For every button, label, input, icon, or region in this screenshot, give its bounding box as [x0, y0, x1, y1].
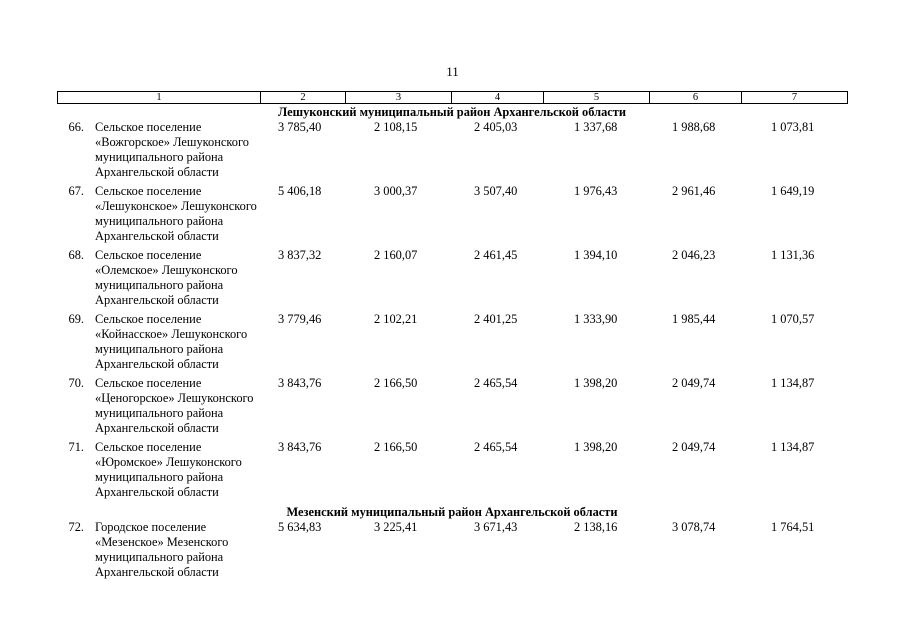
column-header: 6: [650, 92, 742, 104]
column-header: 1: [58, 92, 261, 104]
value-cell-col-6: 2 049,74: [672, 376, 716, 390]
settlement-name: [95, 440, 265, 500]
table-row: [0, 376, 905, 440]
value-cell-col-6: 2 049,74: [672, 440, 716, 454]
value-cell-col-7: 1 131,36: [771, 248, 815, 262]
settlement-name-line: муниципального района: [95, 150, 224, 164]
value-cell-col-2: 5 634,83: [278, 520, 322, 534]
settlement-name-line: «Вожгорское» Лешуконского: [95, 135, 249, 149]
value-cell-col-5: 1 337,68: [574, 120, 618, 134]
settlement-name-line: Сельское поселение: [95, 376, 202, 390]
table-row: [0, 312, 905, 376]
value-cell-col-4: 2 465,54: [474, 440, 518, 454]
value-cell-col-3: 2 166,50: [374, 376, 418, 390]
value-cell-col-3: 2 102,21: [374, 312, 418, 326]
value-cell-col-6: 1 988,68: [672, 120, 716, 134]
value-cell-col-2: 3 843,76: [278, 376, 322, 390]
row-number: 67.: [68, 184, 84, 198]
value-cell-col-7: 1 764,51: [771, 520, 815, 534]
settlement-name: [95, 312, 265, 372]
value-cell-col-6: 2 961,46: [672, 184, 716, 198]
table-body: [0, 104, 905, 584]
value-cell-col-6: 1 985,44: [672, 312, 716, 326]
column-header: 4: [452, 92, 544, 104]
row-number: 70.: [68, 376, 84, 390]
settlement-name-line: «Олемское» Лешуконского: [95, 263, 238, 277]
table-row: [0, 520, 905, 584]
column-header-table: [57, 91, 848, 104]
settlement-name-line: Сельское поселение: [95, 312, 202, 326]
value-cell-col-4: 2 401,25: [474, 312, 518, 326]
row-number: 71.: [68, 440, 84, 454]
row-number: 69.: [68, 312, 84, 326]
value-cell-col-5: 1 976,43: [574, 184, 618, 198]
value-cell-col-7: 1 134,87: [771, 376, 815, 390]
value-cell-col-2: 3 779,46: [278, 312, 322, 326]
settlement-name-line: муниципального района: [95, 550, 224, 564]
value-cell-col-5: 1 398,20: [574, 376, 618, 390]
row-number: 68.: [68, 248, 84, 262]
value-cell-col-2: 3 785,40: [278, 120, 322, 134]
value-cell-col-4: 2 405,03: [474, 120, 518, 134]
value-cell-col-4: 2 461,45: [474, 248, 518, 262]
settlement-name: [95, 376, 265, 436]
section-title: Лешуконский муниципальный район Архангельской области: [277, 105, 626, 119]
value-cell-col-3: 2 166,50: [374, 440, 418, 454]
value-cell-col-7: 1 073,81: [771, 120, 815, 134]
settlement-name-line: Городское поселение: [95, 520, 207, 534]
value-cell-col-7: 1 134,87: [771, 440, 815, 454]
section-title: Мезенский муниципальный район Архангельской области: [286, 505, 618, 519]
settlement-name-line: Архангельской области: [95, 165, 219, 179]
value-cell-col-7: 1 070,57: [771, 312, 815, 326]
column-header: 5: [544, 92, 650, 104]
column-header-row: [58, 92, 848, 104]
value-cell-col-3: 3 225,41: [374, 520, 418, 534]
value-cell-col-2: 3 837,32: [278, 248, 322, 262]
settlement-name-line: Сельское поселение: [95, 120, 202, 134]
page-number: 11: [446, 64, 459, 79]
settlement-name: [95, 120, 265, 180]
value-cell-col-6: 3 078,74: [672, 520, 716, 534]
table-row: [0, 440, 905, 504]
settlement-name-line: Архангельской области: [95, 421, 219, 435]
value-cell-col-3: 3 000,37: [374, 184, 418, 198]
settlement-name-line: муниципального района: [95, 214, 224, 228]
value-cell-col-4: 3 507,40: [474, 184, 518, 198]
settlement-name-line: Сельское поселение: [95, 184, 202, 198]
settlement-name-line: Архангельской области: [95, 565, 219, 579]
settlement-name-line: муниципального района: [95, 470, 224, 484]
settlement-name-line: муниципального района: [95, 342, 224, 356]
value-cell-col-4: 3 671,43: [474, 520, 518, 534]
value-cell-col-2: 3 843,76: [278, 440, 322, 454]
settlement-name-line: Архангельской области: [95, 293, 219, 307]
value-cell-col-3: 2 108,15: [374, 120, 418, 134]
table-row: [0, 184, 905, 248]
settlement-name: [95, 248, 265, 308]
settlement-name-line: «Ценогорское» Лешуконского: [95, 391, 254, 405]
table-row: [0, 248, 905, 312]
value-cell-col-6: 2 046,23: [672, 248, 716, 262]
value-cell-col-3: 2 160,07: [374, 248, 418, 262]
settlement-name-line: Архангельской области: [95, 485, 219, 499]
settlement-name-line: Сельское поселение: [95, 440, 202, 454]
value-cell-col-2: 5 406,18: [278, 184, 322, 198]
settlement-name: [95, 520, 265, 580]
column-header: 7: [742, 92, 848, 104]
settlement-name-line: «Мезенское» Мезенского: [95, 535, 229, 549]
settlement-name-line: муниципального района: [95, 406, 224, 420]
settlement-name-line: Сельское поселение: [95, 248, 202, 262]
value-cell-col-5: 2 138,16: [574, 520, 618, 534]
settlement-name-line: Архангельской области: [95, 357, 219, 371]
value-cell-col-7: 1 649,19: [771, 184, 815, 198]
row-number: 72.: [68, 520, 84, 534]
settlement-name: [95, 184, 265, 244]
value-cell-col-5: 1 394,10: [574, 248, 618, 262]
table-row: [0, 120, 905, 184]
settlement-name-line: «Койнасское» Лешуконского: [95, 327, 248, 341]
settlement-name-line: Архангельской области: [95, 229, 219, 243]
column-header: 2: [261, 92, 346, 104]
column-header: 3: [346, 92, 452, 104]
settlement-name-line: «Лешуконское» Лешуконского: [95, 199, 257, 213]
row-number: 66.: [68, 120, 84, 134]
value-cell-col-4: 2 465,54: [474, 376, 518, 390]
settlement-name-line: «Юромское» Лешуконского: [95, 455, 242, 469]
settlement-name-line: муниципального района: [95, 278, 224, 292]
value-cell-col-5: 1 333,90: [574, 312, 618, 326]
value-cell-col-5: 1 398,20: [574, 440, 618, 454]
